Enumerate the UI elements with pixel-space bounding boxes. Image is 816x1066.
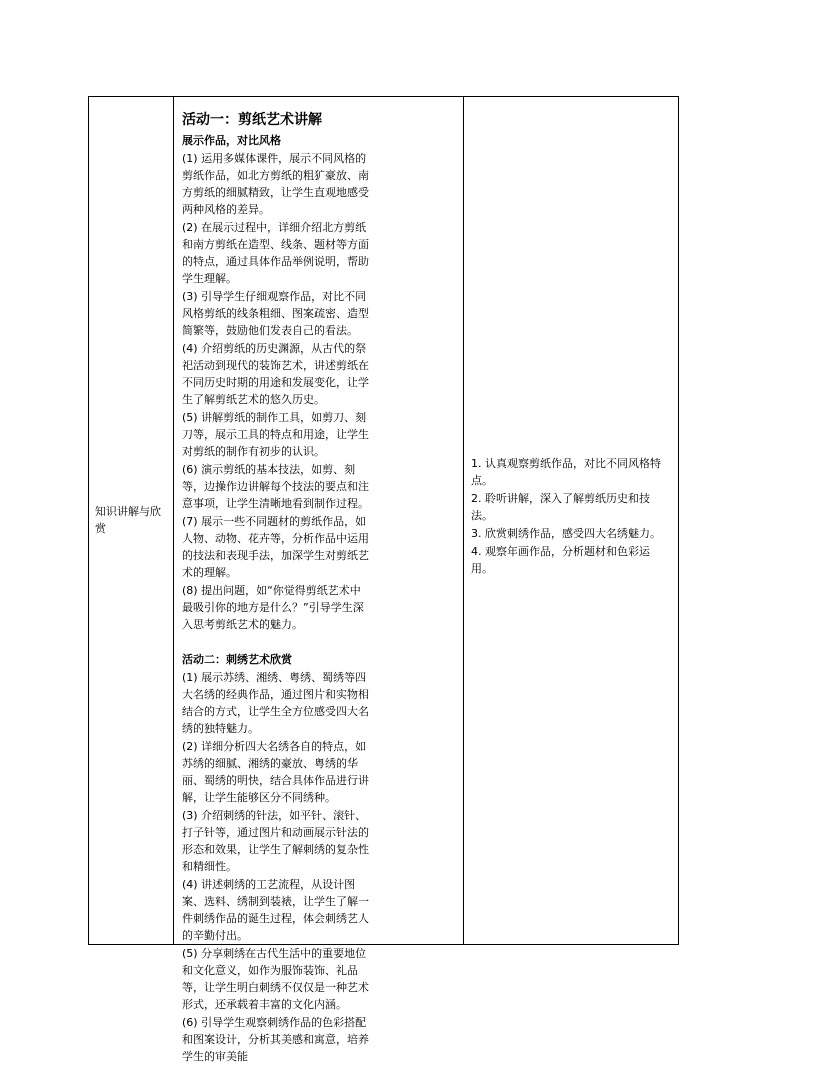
- student-activities: [471, 455, 671, 578]
- teacher-activities: [182, 109, 370, 1066]
- column-divider: [173, 97, 174, 944]
- activity2-item: (6) 引导学生观察刺绣作品的色彩搭配和图案设计，分析其美感和寓意，培养学生的审美能: [182, 1016, 369, 1063]
- student-activity-item: 4. 观察年画作品，分析题材和色彩运用。: [471, 545, 650, 575]
- column-divider: [463, 97, 464, 944]
- activity1-item: (4) 介绍剪纸的历史渊源，从古代的祭祀活动到现代的装饰艺术，讲述剪纸在不同历史时期的用途和发展变化，让学生了解剪纸艺术的悠久历史。: [182, 342, 369, 406]
- activity2-title: 活动二：刺绣艺术欣赏: [182, 653, 292, 666]
- student-activity-item: 3. 欣赏刺绣作品，感受四大名绣魅力。: [471, 527, 661, 540]
- section-label: 知识讲解与欣赏: [95, 505, 161, 535]
- activity2-item: (3) 介绍刺绣的针法，如平针、滚针、打子针等，通过图片和动画展示针法的形态和效果，让学生了解刺绣的复杂性和精细性。: [182, 809, 369, 873]
- lesson-table: [88, 96, 679, 1063]
- activity2-item: (5) 分享刺绣在古代生活中的重要地位和文化意义，如作为服饰装饰、礼品等，让学生明白刺绣不仅仅是一种艺术形式，还承载着丰富的文化内涵。: [182, 947, 369, 1011]
- activity1-item: (5) 讲解剪纸的制作工具，如剪刀、刻刀等，展示工具的特点和用途，让学生对剪纸的制作有初步的认识。: [182, 411, 369, 458]
- activity1-title: 活动一：剪纸艺术讲解: [182, 112, 322, 128]
- activity2-item: (1) 展示苏绣、湘绣、粤绣、蜀绣等四大名绣的经典作品，通过图片和实物相结合的方式，让学生全方位感受四大名绣的独特魅力。: [182, 671, 369, 735]
- activity1-item: (3) 引导学生仔细观察作品，对比不同风格剪纸的线条粗细、图案疏密、造型简繁等，鼓励他们发表自己的看法。: [182, 290, 369, 337]
- activity1-item: (7) 展示一些不同题材的剪纸作品，如人物、动物、花卉等，分析作品中运用的技法和表现手法，加深学生对剪纸艺术的理解。: [182, 515, 369, 579]
- activity2-item: (4) 讲述刺绣的工艺流程，从设计图案、选料、绣制到装裱，让学生了解一件刺绣作品的诞生过程，体会刺绣艺人的辛勤付出。: [182, 878, 369, 942]
- activity1-subtitle: 展示作品，对比风格: [182, 134, 281, 147]
- activity1-item: (1) 运用多媒体课件，展示不同风格的剪纸作品，如北方剪纸的粗犷豪放、南方剪纸的细腻精致，让学生直观地感受两种风格的差异。: [182, 152, 369, 216]
- activity2-item: (2) 详细分析四大名绣各自的特点，如苏绣的细腻、湘绣的豪放、粤绣的华丽、蜀绣的明快，结合具体作品进行讲解，让学生能够区分不同绣种。: [182, 740, 369, 804]
- student-activity-item: 2. 聆听讲解，深入了解剪纸历史和技法。: [471, 492, 650, 522]
- activity1-item: (6) 演示剪纸的基本技法，如剪、刻等，边操作边讲解每个技法的要点和注意事项，让学生清晰地看到制作过程。: [182, 463, 369, 510]
- activity1-item: (2) 在展示过程中，详细介绍北方剪纸和南方剪纸在造型、线条、题材等方面的特点，通过具体作品举例说明，帮助学生理解。: [182, 221, 369, 285]
- activity1-item: (8) 提出问题，如“你觉得剪纸艺术中最吸引你的地方是什么？”引导学生深入思考剪纸艺术的魅力。: [182, 584, 364, 631]
- student-activity-item: 1. 认真观察剪纸作品，对比不同风格特点。: [471, 457, 661, 487]
